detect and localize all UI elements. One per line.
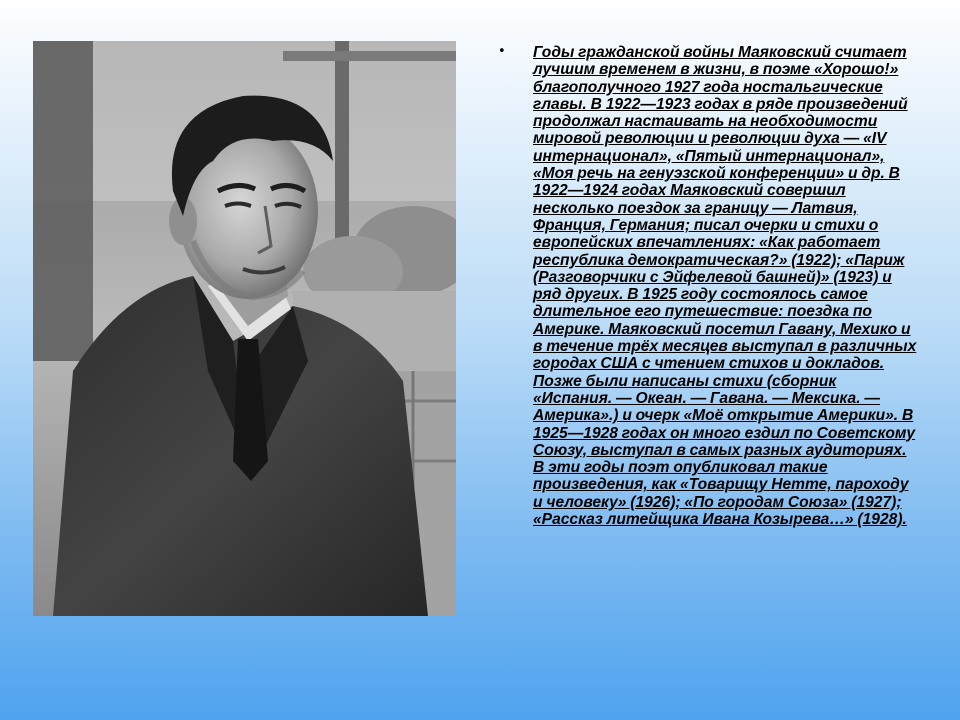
body-text: Годы гражданской войны Маяковский считает лучшим временем в жизни, в поэме «Хорошо!» благополучного 1927 года ностальгические главы. В 1922—1923 годах в ряде произведений продолжал настаивать на необходимости мировой революции и революции духа — «IV интернационал», «Пятый интернационал», «Моя речь на генуэзской конференции» и др. В 1922—1924 годах Маяковский совершил несколько поездок за границу — Латвия, Франция, Германия; писал очерки и стихи о европейских впечатлениях: «Как работает республика демократическая?» (1922); «Париж (Разговорчики с Эйфелевой башней)» (1923) и ряд других. В 1925 году состоялось самое длительное его путешествие: поездка по Америке. Маяковский посетил Гавану, Мехико и в течение трёх месяцев выступал в различных городах США с чтением стихов и докладов. Позже были написаны стихи (сборник «Испания. — Океан. — Гавана. — Мексика. — Америка».) и очерк «Моё открытие Америки». В 1925—1928 годах он много ездил по Советскому Союзу, выступал в самых разных аудиториях. В эти годы поэт опубликовал такие произведения, как «Товарищу Нетте, пароходу и человеку» (1926); «По городам Союза» (1927); «Рассказ литейщика Ивана Козырева…» (1928). bbox=[533, 44, 917, 529]
portrait-image bbox=[33, 41, 456, 616]
bullet-marker: • bbox=[498, 44, 506, 59]
portrait-photo bbox=[33, 41, 456, 616]
